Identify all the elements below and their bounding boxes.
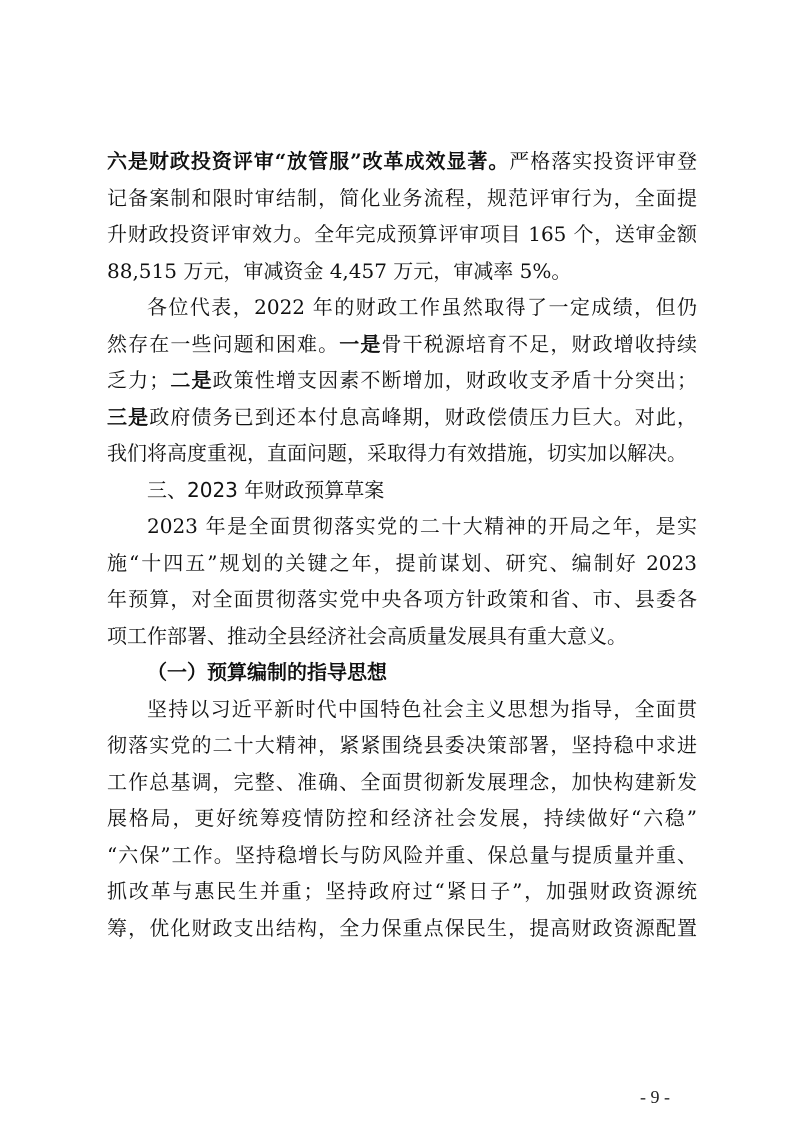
paragraph-line: 88,515 万元，审减资金 4,457 万元，审减率 5%。 (107, 258, 572, 283)
paragraph-line: “六保”工作。坚持稳增长与防风险并重、保总量与提质量并重、 (107, 842, 697, 867)
text-run: 严格落实投资评审登 (509, 149, 697, 173)
paragraph-line: 项工作部署、推动全县经济社会高质量发展具有重大意义。 (107, 623, 627, 648)
bold-marker: 三是 (107, 404, 150, 429)
bold-marker: 一是 (339, 331, 382, 356)
paragraph-line: 展格局，更好统筹疫情防控和经济社会发展，持续做好“六稳” (107, 806, 697, 830)
paragraph-line (107, 399, 697, 436)
paragraph-line: 抓改革与惠民生并重；坚持政府过“紧日子”，加强财政资源统 (107, 879, 697, 903)
paragraph-line: 年预算，对全面贯彻落实党中央各项方针政策和省、市、县委各 (107, 587, 697, 611)
text-run: 骨干税源培育不足，财政增收持续 (381, 331, 697, 356)
paragraph-line: 我们将高度重视，直面问题，采取得力有效措施，切实加以解决。 (107, 441, 687, 465)
paragraph-line: 升财政投资评审效力。全年完成预算评审项目 165 个，送审金额 (107, 222, 697, 246)
text-run: 政策性增支因素不断增加，财政收支矛盾十分突出； (212, 368, 697, 392)
paragraph-line: 筹，优化财政支出结构，全力保重点保民生，提高财政资源配置 (107, 915, 697, 940)
paragraph-line: 施“十四五”规划的关键之年，提前谋划、研究、编制好 2023 (107, 550, 697, 575)
paragraph-line (107, 326, 697, 363)
text-run: 乏力； (107, 368, 170, 392)
text-run: 然存在一些问题和困难。 (107, 331, 340, 356)
paragraph-line: 工作总基调，完整、准确、全面贯彻新发展理念，加快构建新发 (107, 769, 697, 794)
paragraph-line: 各位代表，2022 年的财政工作虽然取得了一定成绩，但仍 (147, 295, 697, 319)
paragraph-line (107, 143, 697, 180)
paragraph-line (107, 362, 697, 399)
document-body (107, 143, 697, 946)
paragraph-line: 2023 年是全面贯彻落实党的二十大精神的开局之年，是实 (147, 514, 697, 538)
paragraph-line: 记备案制和限时审结制，简化业务流程，规范评审行为，全面提 (107, 185, 697, 210)
bold-marker: 二是 (169, 368, 213, 392)
page-number: - 9 - (640, 1087, 670, 1107)
section-heading: 三、2023 年财政预算草案 (147, 477, 385, 502)
paragraph-line: 坚持以习近平新时代中国特色社会主义思想为指导，全面贯 (147, 696, 697, 721)
text-run: 政府债务已到还本付息高峰期，财政偿债压力巨大。对此， (149, 404, 697, 429)
bold-lead: 六是财政投资评审“放管服”改革成效显著。 (107, 149, 510, 173)
subsection-heading: （一）预算编制的指导思想 (147, 660, 387, 684)
paragraph-line: 彻落实党的二十大精神，紧紧围绕县委决策部署，坚持稳中求进 (107, 733, 697, 757)
